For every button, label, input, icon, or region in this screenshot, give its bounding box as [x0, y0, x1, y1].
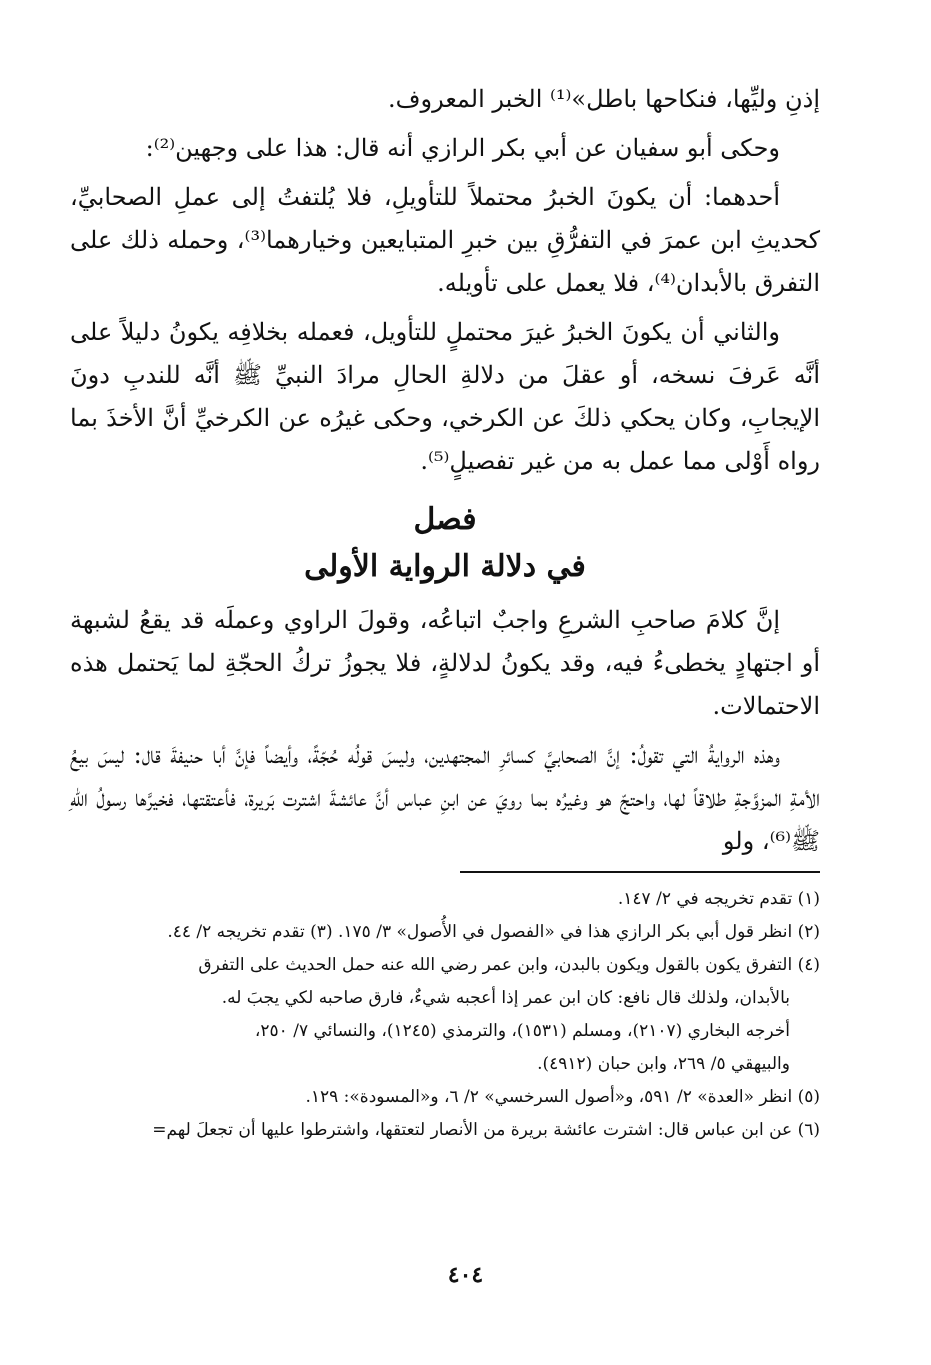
section-heading [70, 497, 820, 591]
footnote: (٤) التفرق يكون بالقول ويكون بالبدن، وابن عمر رضي الله عنه حمل الحديث على التفرق [198, 955, 820, 975]
footnote-continuation: والبيهقي ٥/ ٢٦٩، وابن حبان (٤٩١٢). [537, 1054, 790, 1074]
paragraph: وهذه الروايةُ التي تقولُ: إنَّ الصحابيَّ كسائرِ المجتهدين، وليسَ قولُه حُجّةً، وأيضاً فإنَّ أبا حنيفةَ قال: ليسَ بيعُ الأمةِ المزوَّجةِ طلاقاً لها، واحتجّ هو وغيرُه بما رويَ عن ابنِ عباس أنَّ عائشةَ اشترت بَريرة، فأعتقتها، فخيرَّها رسولُ اللهِ ﷺ⁽⁶⁾، ولو [70, 741, 820, 855]
paragraph: إذنِ وليِّها، فنكاحها باطل»⁽¹⁾ الخبر المعروف. [388, 85, 820, 113]
footnotes [70, 883, 820, 1147]
paragraph: أحدهما: أن يكونَ الخبرُ محتملاً للتأويلِ، فلا يُلتفتُ إلى عملِ الصحابيِّ، كحديثِ ابن عمرَ في التفرُّقِ بين خبرِ المتبايعين وخيارهما⁽³⁾، وحمله ذلك على التفرق بالأبدان⁽⁴⁾، فلا يعمل على تأويله. [70, 183, 821, 297]
paragraph: والثاني أن يكونَ الخبرُ غيرَ محتملٍ للتأويل، فعمله بخلافِه يكونُ دليلاً على أنَّه عَرفَ نسخه، أو عقلَ من دلالةِ الحالِ مرادَ النبيِّ ﷺ أنَّه للندبِ دونَ الإيجابِ، وكان يحكي ذلكَ عن الكرخي، وحكى غيرُه عن الكرخيِّ أنَّ الأخذَ بما رواه أَوْلى مما عمل به من غير تفصيلٍ⁽⁵⁾. [70, 318, 820, 475]
paragraph: وحكى أبو سفيان عن أبي بكر الرازي أنه قال: هذا على وجهين⁽²⁾: [145, 134, 780, 162]
page-number: ٤٠٤ [447, 1262, 484, 1288]
footnote-continuation: بالأبدان، ولذلك قال نافع: كان ابن عمر إذا أعجبه شيءٌ، فارق صاحبه لكي يجبَ له. [221, 988, 790, 1008]
footnote: (٢) انظر قول أبي بكر الرازي هذا في «الفصول في الأُصول» ٣/ ١٧٥. (٣) تقدم تخريجه ٢/ ٤٤. [167, 922, 820, 942]
section-subtitle: في دلالة الرواية الأولى [304, 549, 586, 584]
paragraph: إنَّ كلامَ صاحبِ الشرعِ واجبٌ اتباعُه، وقولَ الراوي وعملَه قد يقعُ لشبهة أو اجتهادٍ يخطىءُ فيه، وقد يكونُ لدلالةٍ، فلا يجوزُ تركُ الحجّةِ لما يَحتمل هذه الاحتمالات. [70, 606, 820, 720]
footnote-continuation: أخرجه البخاري (٢١٠٧)، ومسلم (١٥٣١)، والترمذي (١٢٤٥)، والنسائي ٧/ ٢٥٠، [254, 1021, 790, 1041]
footnote: (٥) انظر «العدة» ٢/ ٥٩١، و«أصول السرخسي» ٢/ ٦، و«المسودة»: ١٢٩. [305, 1087, 820, 1107]
section-title: فصل [413, 502, 477, 537]
main-text [70, 78, 820, 483]
footnote-separator [460, 871, 820, 873]
main-text-continued [70, 599, 820, 863]
footnote: (١) تقدم تخريجه في ٢/ ١٤٧. [617, 889, 820, 909]
footnote: (٦) عن ابن عباس قال: اشترت عائشة بريرة من الأنصار لتعتقها، واشترطوا عليها أن تجعلَ لهم= [152, 1120, 820, 1140]
page [70, 78, 820, 1147]
